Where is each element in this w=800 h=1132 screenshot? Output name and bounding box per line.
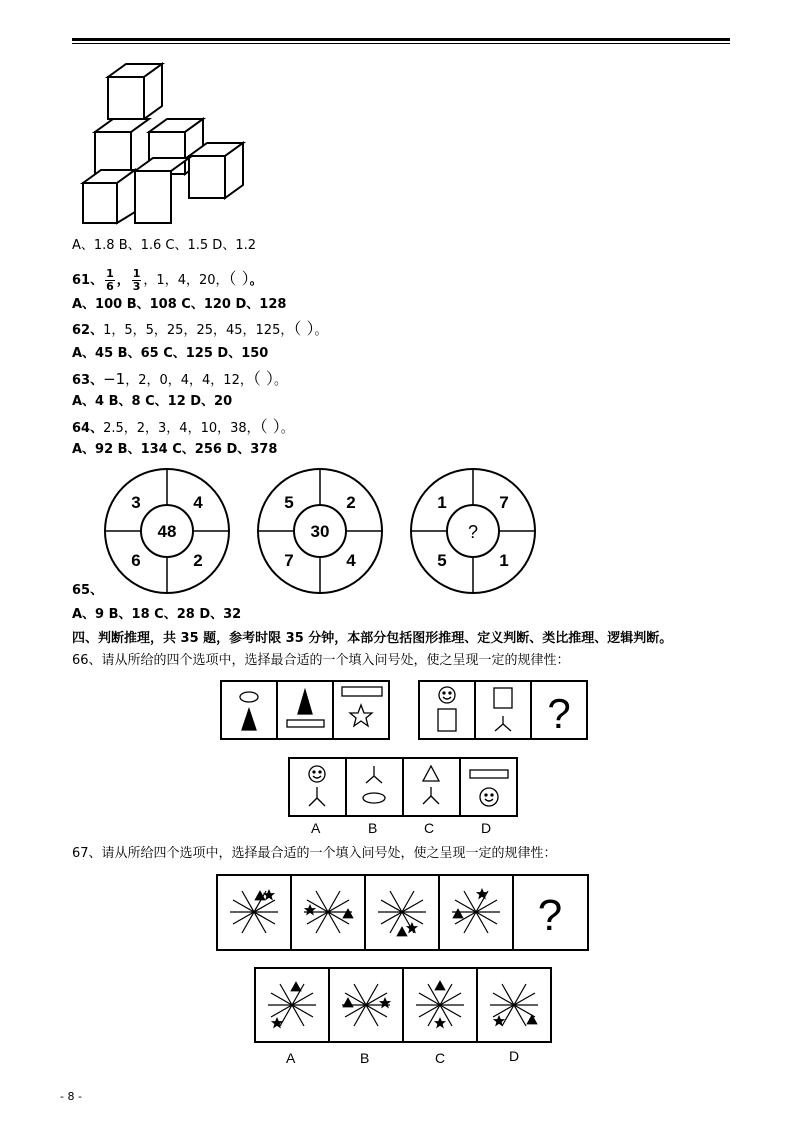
q64-sequence: 2.5，2，3，4，10，38， [103,421,260,436]
fraction-one-sixth [105,268,115,293]
q67-label-a: A [286,1050,296,1066]
c2-bottom-left: 7 [284,551,294,570]
q63-options: A、4 B、8 C、12 D、20 [72,394,233,409]
q64-line [72,419,294,437]
q61-sequence: ，1，4，20， [143,273,229,288]
q61-line: 61、 $\frac{1}{6}$ ， $\frac{1}{3}$ ，1，4，20，（ ）。 [72,267,263,293]
q63-end: 。 [273,373,287,388]
q65-label: 65、 [72,583,104,598]
c3-top-left: 1 [437,493,447,512]
c3-bottom-right: 1 [499,551,509,570]
c2-top-right: 2 [346,493,356,512]
q67-prompt: 67、请从所给四个选项中，选择最合适的一个填入问号处，使之呈现一定的规律性： [72,846,557,861]
q67-figures [216,874,592,1046]
c2-center: 30 [310,522,330,541]
c3-center-question: ? [467,522,479,542]
q62-blank: （ ） [293,319,315,338]
header-rule-thick [72,38,730,41]
section-4-heading: 四、判断推理，共 35 题，参考时限 35 分钟，本部分包括图形推理、定义判断、类比推理、逻辑判断。 [72,631,673,646]
q67-label-c: C [435,1050,446,1066]
c1-bottom-left: 6 [131,551,141,570]
q61-options: A、100 B、108 C、120 D、128 [72,297,287,312]
q67-label-b: B [360,1050,370,1066]
q65-circle-figures [100,464,550,598]
q66-question-mark: ? [547,690,571,737]
q64-blank: （ ） [259,417,281,436]
c2-bottom-right: 4 [346,551,356,570]
q67-label-d: D [509,1048,520,1064]
q64-number: 64、 [72,421,104,436]
q62-line [72,321,327,339]
frac2-denominator: 3 [132,280,141,293]
q67-question-mark: ? [537,891,563,940]
q66-text [72,653,570,669]
q63-line [72,371,287,389]
q61-end: 。 [249,273,263,288]
q67-text [72,846,557,862]
q60-options: A、1.8 B、1.6 C、1.5 D、1.2 [72,238,256,253]
q66-label-a: A [311,820,321,836]
q62-end: 。 [314,323,328,338]
circle-figure-2 [258,469,382,593]
circle-figure-1 [105,469,229,593]
c1-center: 48 [157,522,177,541]
q62-options: A、45 B、65 C、125 D、150 [72,346,269,361]
q65-options: A、9 B、18 C、28 D、32 [72,607,242,622]
q63-sequence: ，2，0，4，4，12， [125,373,253,388]
circle-figure-3 [411,469,535,593]
q66-label-b: B [368,820,378,836]
q66-label-c: C [424,820,435,836]
fraction-one-third [132,268,142,293]
q66-prompt: 66、请从所给的四个选项中，选择最合适的一个填入问号处，使之呈现一定的规律性： [72,653,570,668]
c1-top-left: 3 [131,493,141,512]
q66-figures [220,680,592,840]
q63-blank: （ ） [252,369,274,388]
q64-options: A、92 B、134 C、256 D、378 [72,442,278,457]
c1-top-right: 4 [193,493,203,512]
q62-number: 62、 [72,323,104,338]
c3-bottom-left: 5 [437,551,447,570]
c1-bottom-right: 2 [193,551,203,570]
q61-blank: （ ） [228,269,250,288]
q61-number: 61、 [72,273,104,288]
frac1-numerator: 1 [106,267,114,280]
q62-sequence: 1，5，5，25，25，45，125， [103,323,294,338]
q66-label-d: D [481,820,492,836]
cube-stack-figure [78,62,248,228]
q64-end: 。 [280,421,294,436]
frac2-numerator: 1 [132,267,141,280]
q63-number: 63、 [72,373,104,388]
frac1-denominator: 6 [106,280,114,293]
c2-top-left: 5 [284,493,294,512]
header-rule-thin [72,43,730,44]
q63-negative-one: −1 [103,370,126,388]
page-number: - 8 - [60,1090,82,1103]
c3-top-right: 7 [499,493,509,512]
